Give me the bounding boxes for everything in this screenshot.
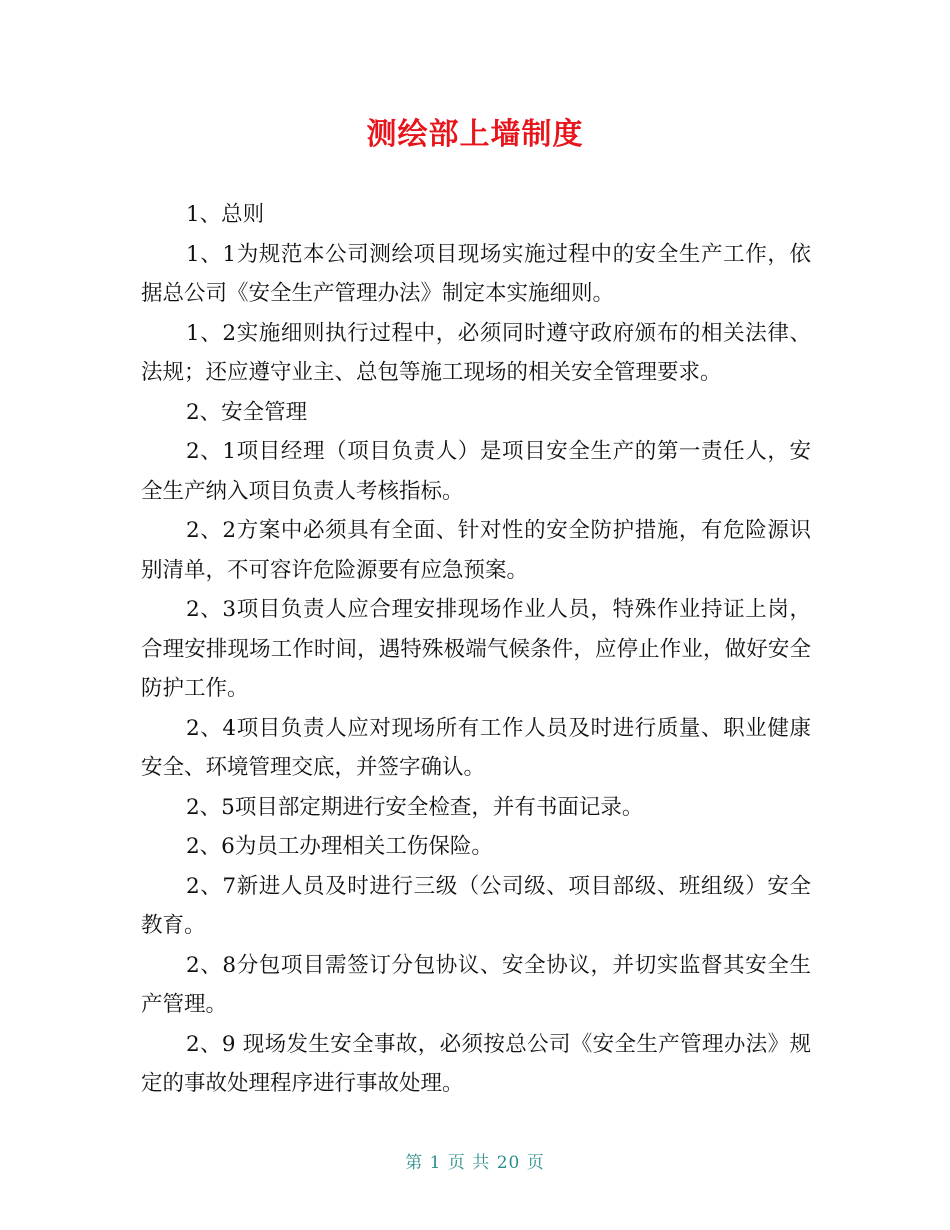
paragraph-1-2: 1、2实施细则执行过程中，必须同时遵守政府颁布的相关法律、法规；还应遵守业主、总包等施工现场的相关安全管理要求。 [141,320,811,385]
paragraph-section-2-heading: 2、安全管理 [186,399,308,425]
paragraph-2-5: 2、5项目部定期进行安全检查，并有书面记录。 [186,794,644,820]
paragraph-1-1: 1、1为规范本公司测绘项目现场实施过程中的安全生产工作，依据总公司《安全生产管理办法》制定本实施细则。 [141,241,811,306]
paragraph-2-7: 2、7新进人员及时进行三级（公司级、项目部级、班组级）安全教育。 [141,873,811,938]
paragraph-section-1-heading: 1、总则 [186,202,265,227]
paragraph-2-2: 2、2方案中必须具有全面、针对性的安全防护措施，有危险源识别清单，不可容许危险源要有应急预案。 [141,518,811,583]
paragraph-2-8: 2、8分包项目需签订分包协议、安全协议，并切实监督其安全生产管理。 [141,952,811,1017]
paragraph-2-9: 2、9 现场发生安全事故，必须按总公司《安全生产管理办法》规定的事故处理程序进行事故处理。 [141,1031,811,1096]
paragraph-2-6: 2、6为员工办理相关工伤保险。 [186,834,493,859]
paragraph-2-3: 2、3项目负责人应合理安排现场作业人员，特殊作业持证上岗，合理安排现场工作时间，遇特殊极端气候条件，应停止作业，做好安全防护工作。 [141,597,811,701]
page-number-footer: 第 1 页 共 20 页 [405,1153,545,1173]
document-title: 测绘部上墙制度 [366,117,584,152]
document-body [141,195,811,1104]
paragraph-2-4: 2、4项目负责人应对现场所有工作人员及时进行质量、职业健康安全、环境管理交底，并签字确认。 [141,715,811,780]
paragraph-2-1: 2、1项目经理（项目负责人）是项目安全生产的第一责任人，安全生产纳入项目负责人考核指标。 [141,439,811,504]
